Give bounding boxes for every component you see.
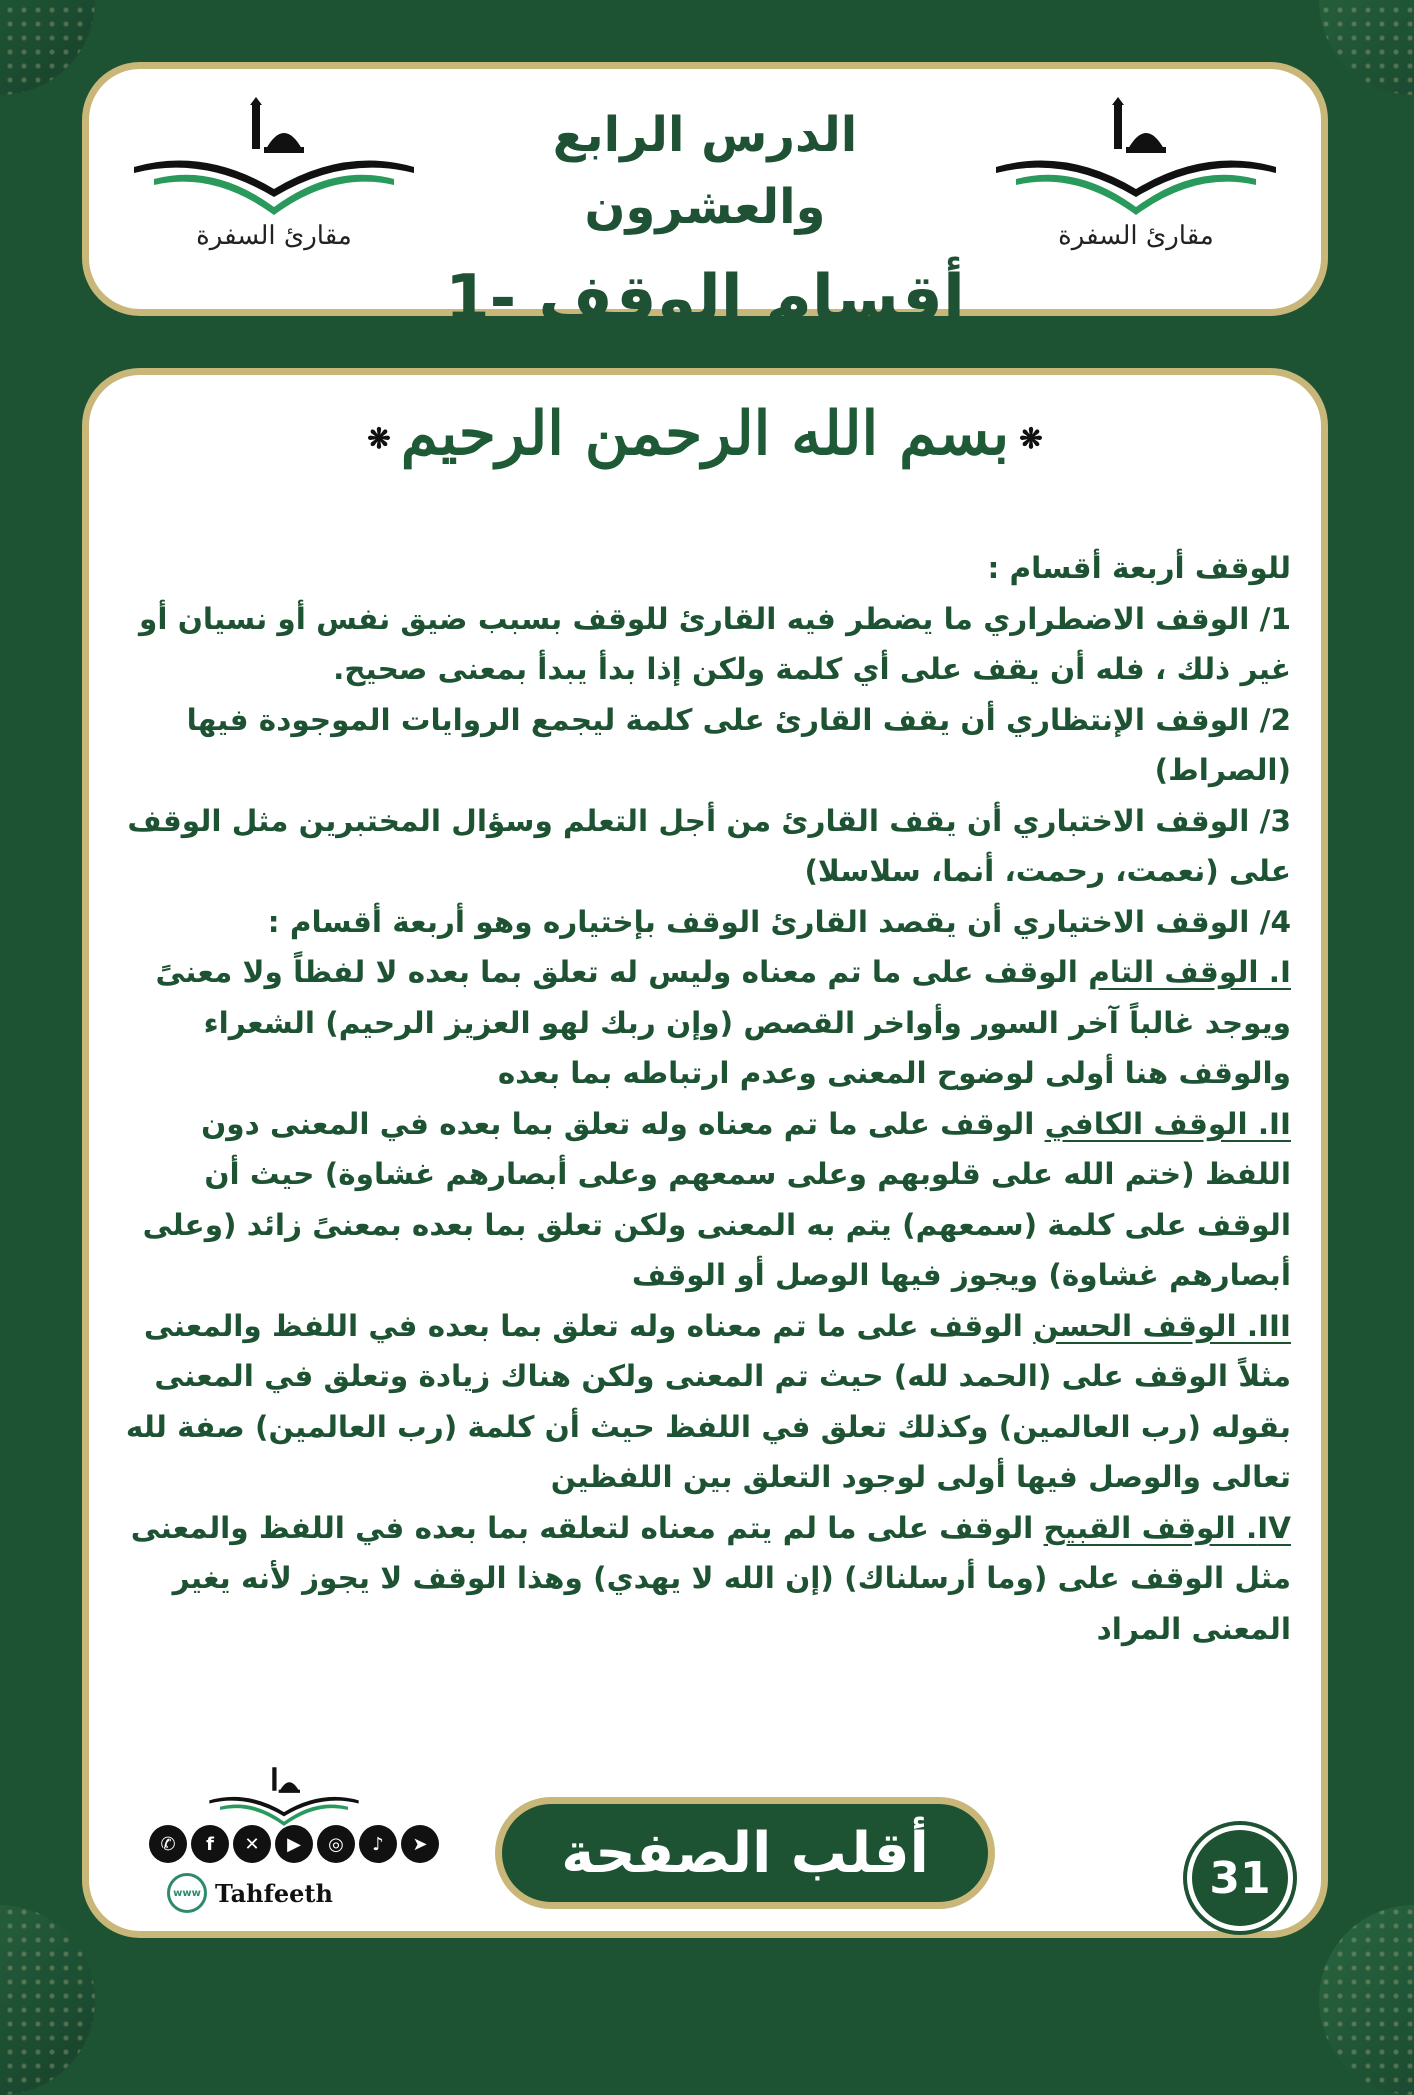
header-card — [82, 62, 1328, 336]
open-book-mosque-icon — [986, 97, 1286, 217]
facebook-icon[interactable]: f — [191, 1825, 229, 1863]
intro-line: للوقف أربعة أقسام : — [987, 551, 1291, 585]
turn-page-button[interactable]: أقلب الصفحة — [495, 1797, 995, 1909]
page-number: 31 — [1187, 1825, 1293, 1931]
corner-ornament — [0, 1905, 95, 2095]
globe-icon: www — [167, 1873, 207, 1913]
open-book-mosque-icon — [124, 97, 424, 217]
telegram-icon[interactable]: ➤ — [401, 1825, 439, 1863]
subpoint-text: الوقف على ما تم معناه وله تعلق بما بعده في المعنى دون اللفظ (ختم الله على قلوبهم وعلى سمعهم وعلى أبصارهم غشاوة) حيث أن الوقف على كلمة (سمعهم) يتم به المعنى ولكن تعلق بما بعده بمعنىً زائد (وعلى أبصارهم غشاوة) ويجوز فيها الوصل أو الوقف — [142, 1106, 1291, 1292]
social-links — [149, 1825, 439, 1863]
corner-ornament — [1319, 1905, 1414, 2095]
lesson-title: الدرس الرابع والعشرون — [552, 107, 858, 235]
corner-ornament — [0, 0, 95, 95]
basmala — [89, 399, 1321, 469]
point-2: 2/ الوقف الإنتظاري أن يقف القارئ على كلمة ليجمع الروايات الموجودة فيها (الصراط) — [186, 702, 1291, 787]
x-icon[interactable]: ✕ — [233, 1825, 271, 1863]
maqari-logo — [981, 97, 1291, 287]
youtube-icon[interactable]: ▶ — [275, 1825, 313, 1863]
subpoint-heading: II. الوقف الكافي — [1044, 1106, 1291, 1141]
whatsapp-icon[interactable]: ✆ — [149, 1825, 187, 1863]
corner-ornament — [1319, 0, 1414, 95]
title-block — [429, 99, 981, 347]
tiktok-icon[interactable]: ♪ — [359, 1825, 397, 1863]
point-4: 4/ الوقف الاختياري أن يقصد القارئ الوقف بإختياره وهو أربعة أقسام : — [267, 904, 1291, 939]
point-1: 1/ الوقف الاضطراري ما يضطر فيه القارئ للوقف بسبب ضيق نفس أو نسيان أو غير ذلك ، فله أن يقف على أي كلمة ولكن إذا بدأ يبدأ بمعنى صحيح. — [139, 601, 1291, 686]
subpoint-heading: I. الوقف التام — [1088, 955, 1291, 989]
subpoint-3 — [111, 1301, 1291, 1503]
ornament-icon: ❋ — [1019, 422, 1043, 455]
subpoint-4 — [111, 1503, 1291, 1655]
open-book-mosque-icon — [194, 1763, 374, 1827]
point-3: 3/ الوقف الاختباري أن يقف القارئ من أجل التعلم وسؤال المختبرين مثل الوقف على (نعمت، رحمت، أنما، سلاسلا) — [127, 803, 1291, 888]
ornament-icon: ❋ — [367, 422, 391, 455]
brand-website[interactable] — [167, 1873, 333, 1913]
subpoint-heading: III. الوقف الحسن — [1033, 1308, 1291, 1343]
subpoint-text: الوقف على ما تم معناه وليس له تعلق بما بعده لا لفظاً ولا معنىً ويوجد غالباً آخر السور وأواخر القصص (وإن ربك لهو العزيز الرحيم) الشعراء والوقف هنا أولى لوضوح المعنى وعدم ارتباطه بما بعده — [155, 955, 1291, 1090]
subpoint-text: الوقف على ما لم يتم معناه لتعلقه بما بعده في اللفظ والمعنى مثل الوقف على (وما أرسلناك) (إن الله لا يهدي) وهذا الوقف لا يجوز لأنه يغير المعنى المراد — [130, 1510, 1291, 1646]
lesson-body — [111, 543, 1291, 1654]
footer-logo — [189, 1763, 379, 1831]
brand-name: Tahfeeth — [215, 1878, 333, 1908]
basmala-text: بسم الله الرحمن الرحيم — [400, 399, 1010, 469]
instagram-icon[interactable]: ◎ — [317, 1825, 355, 1863]
maqari-logo — [119, 97, 429, 287]
logo-caption: مقارئ السفرة — [1058, 221, 1214, 251]
subpoint-2 — [111, 1099, 1291, 1301]
subpoint-1 — [111, 947, 1291, 1099]
logo-caption: مقارئ السفرة — [196, 221, 352, 251]
subpoint-heading: IV. الوقف القبيح — [1043, 1510, 1291, 1545]
page-title: أقسام الوقف -1 — [445, 262, 965, 336]
content-card — [82, 368, 1328, 1938]
subpoint-text: الوقف على ما تم معناه وله تعلق بما بعده في اللفظ والمعنى مثلاً الوقف على (الحمد لله) حيث تم المعنى ولكن هناك زيادة وتعلق في المعنى بقوله (رب العالمين) وكذلك تعلق في اللفظ حيث أن كلمة (رب العالمين) صفة لله تعالى والوصل فيها أولى لوجود التعلق بين اللفظين — [125, 1308, 1291, 1494]
